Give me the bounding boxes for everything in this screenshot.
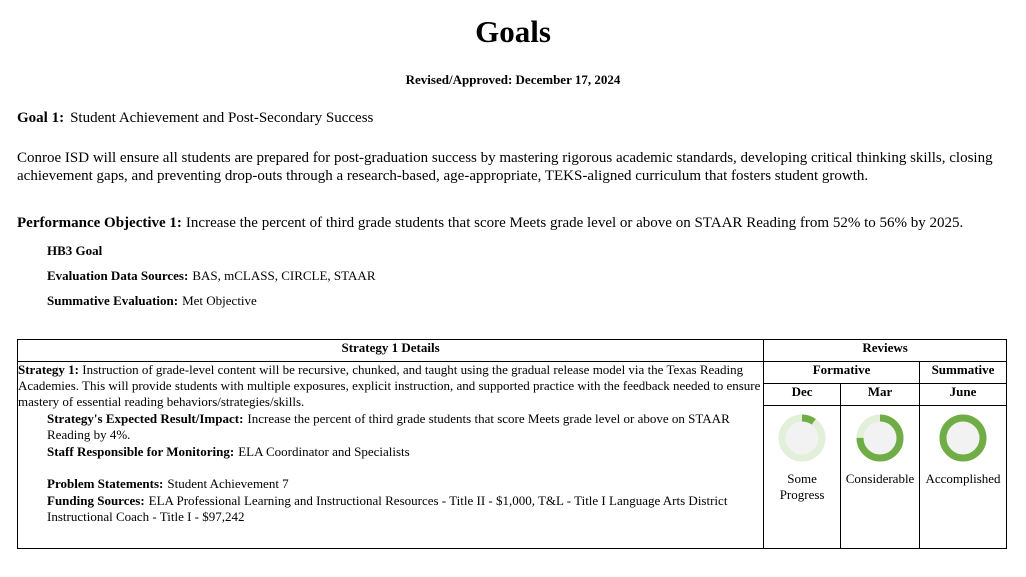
performance-objective xyxy=(17,215,1017,232)
strategy-table xyxy=(17,339,1007,549)
strategy-text: Instruction of grade-level content will be recursive, chunked, and taught using the gradual release model via the Texas Reading Academies. This will provide students with multiple exposures, explicit instruction, and supported practice with the feedback needed to ensure mastery of essential reading behaviors/strategies/skills. xyxy=(18,362,761,409)
problem-statements xyxy=(18,476,763,492)
progress-ring-mar xyxy=(855,413,905,463)
month-june-header: June xyxy=(920,384,1007,406)
goal-heading xyxy=(17,110,373,127)
strategy-description xyxy=(18,362,763,410)
goal-title: Student Achievement and Post-Secondary Success xyxy=(70,110,374,126)
summative-label: Summative Evaluation: xyxy=(47,293,179,308)
strategy-label: Strategy 1: xyxy=(18,362,80,377)
hb3-goal: HB3 Goal xyxy=(47,243,103,258)
review-dec-cell xyxy=(764,406,841,549)
revised-date: Revised/Approved: December 17, 2024 xyxy=(405,72,621,87)
goal-description: Conroe ISD will ensure all students are prepared for post-graduation success by mastering rigorous academic standards, developing critical thinking skills, closing achievement gaps, and preventing drop-outs through a research-based, age-appropriate, TEKS-aligned curriculum that fosters student growth. xyxy=(17,150,993,184)
strategy-details-cell xyxy=(18,362,764,549)
review-mar-label: Considerable xyxy=(845,471,915,486)
summative-header: Summative xyxy=(920,362,1007,384)
formative-header: Formative xyxy=(764,362,920,384)
problem-text: Student Achievement 7 xyxy=(167,476,289,491)
strategy-impact xyxy=(18,411,763,443)
review-dec-label: Some Progress xyxy=(779,471,825,502)
review-mar-cell xyxy=(841,406,920,549)
month-mar-header: Mar xyxy=(841,384,920,406)
evaluation-data-sources xyxy=(47,268,376,284)
progress-ring-dec xyxy=(777,413,827,463)
summative-value: Met Objective xyxy=(182,293,257,308)
impact-text: Increase the percent of third grade students that score Meets grade level or above on STAAR Reading by 4%. xyxy=(47,411,730,442)
impact-label: Strategy's Expected Result/Impact: xyxy=(47,411,244,426)
goal-label: Goal 1: xyxy=(17,110,65,126)
staff-text: ELA Coordinator and Specialists xyxy=(238,444,410,459)
funding-text: ELA Professional Learning and Instructional Resources - Title II - $1,000, T&L - Title I Language Arts District Instructional Coach - Title I - $97,242 xyxy=(47,493,728,524)
eval-sources-value: BAS, mCLASS, CIRCLE, STAAR xyxy=(192,268,376,283)
problem-label: Problem Statements: xyxy=(47,476,164,491)
reviews-header: Reviews xyxy=(764,340,1007,362)
review-june-cell xyxy=(920,406,1007,549)
staff-label: Staff Responsible for Monitoring: xyxy=(47,444,235,459)
objective-text: Increase the percent of third grade students that score Meets grade level or above on STAAR Reading from 52% to 56% by 2025. xyxy=(185,215,964,231)
strategy-details-header: Strategy 1 Details xyxy=(18,340,764,362)
page-title: Goals xyxy=(475,14,551,49)
month-dec-header: Dec xyxy=(764,384,841,406)
objective-label: Performance Objective 1: xyxy=(17,215,182,231)
summative-evaluation xyxy=(47,293,257,309)
funding-sources xyxy=(18,493,763,525)
eval-sources-label: Evaluation Data Sources: xyxy=(47,268,189,283)
progress-ring-june xyxy=(938,413,988,463)
funding-label: Funding Sources: xyxy=(47,493,145,508)
staff-responsible xyxy=(18,444,763,460)
ring-track xyxy=(782,418,822,458)
review-june-label: Accomplished xyxy=(925,471,1001,486)
